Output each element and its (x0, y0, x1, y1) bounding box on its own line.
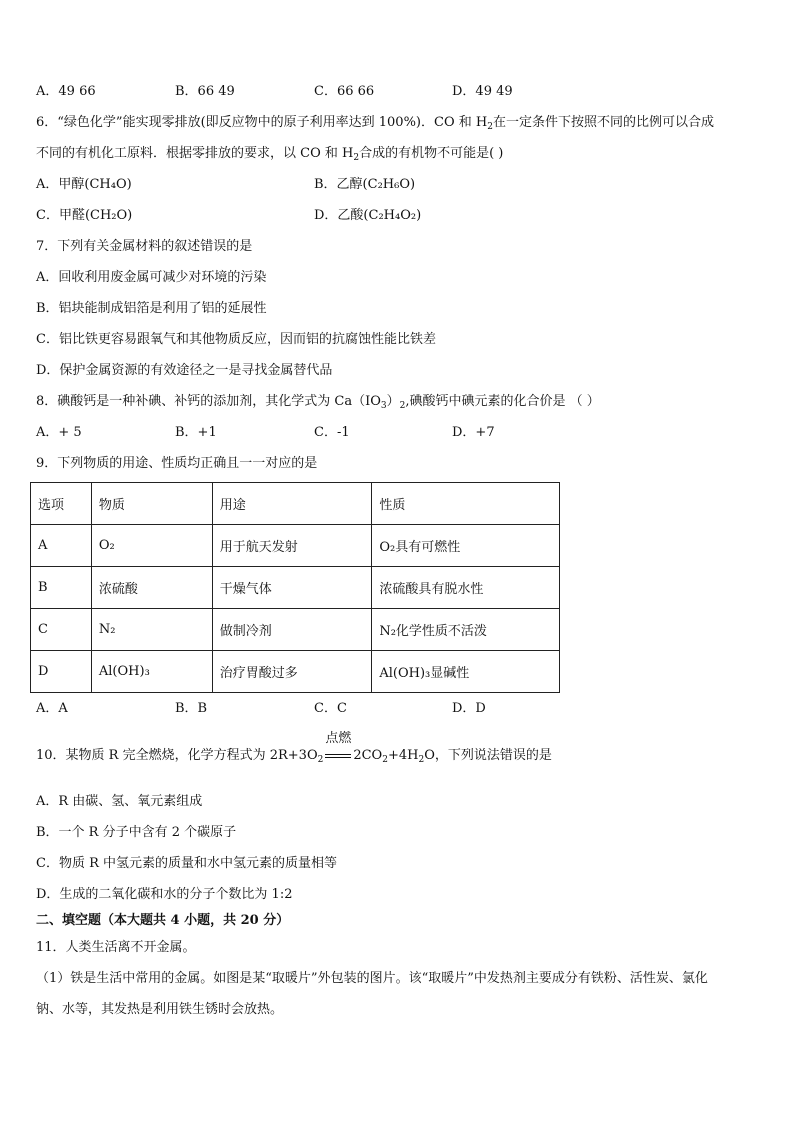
q8-option-d: D．+7 (452, 425, 495, 440)
table-cell: B (31, 567, 92, 609)
equation-equals-sign (325, 754, 351, 758)
table-cell: O₂具有可燃性 (372, 525, 560, 567)
q7-option-d: D．保护金属资源的有效途径之一是寻找金属替代品 (36, 363, 333, 378)
reaction-condition (323, 731, 353, 765)
q11-stem: 11．人类生活离不开金属。 (36, 940, 196, 955)
table-cell: 用于航天发射 (212, 525, 372, 567)
q8-option-b: B．+1 (175, 425, 217, 440)
q11-part1-line1: （1）铁是生活中常用的金属。如图是某“取暖片”外包装的图片。该“取暖片”中发热剂主要成分有铁粉、活性炭、氯化 (36, 971, 708, 986)
q5-option-a: A．49 66 (36, 84, 96, 99)
q8-stem: 8．碘酸钙是一种补碘、补钙的添加剂，其化学式为 $Ca(IO_3)_2$,碘酸钙中碘元素的化合价是 （ ） (36, 394, 600, 411)
q7-option-c: C．铝比铁更容易跟氧气和其他物质反应，因而铝的抗腐蚀性能比铁差 (36, 332, 436, 347)
q10-option-b: B．一个 R 分子中含有 2 个碳原子 (36, 825, 237, 840)
q5-option-d: D．49 49 (452, 84, 513, 99)
table-cell: D (31, 651, 92, 693)
q5-option-b: B．66 49 (175, 84, 235, 99)
q6-option-a: A．甲醇(CH₄O) (36, 177, 132, 192)
q10-stem: 10．某物质 R 完全燃烧，化学方程式为 $2R+3O_2$ 点燃 $2CO_2+4H_2O$，下列说法错误的是 (36, 731, 552, 765)
q10-option-c: C．物质 R 中氢元素的质量和水中氢元素的质量相等 (36, 856, 337, 871)
table-cell: 浓硫酸 (91, 567, 212, 609)
q8-option-a: A．+ 5 (36, 425, 82, 440)
q9-stem: 9．下列物质的用途、性质均正确且一一对应的是 (36, 456, 318, 471)
table-cell: 干燥气体 (212, 567, 372, 609)
q6-option-d: D．乙酸(C₂H₄O₂) (314, 208, 422, 223)
q6-option-b: B．乙醇(C₂H₆O) (314, 177, 416, 192)
table-row (31, 525, 560, 567)
table-cell: N₂ (91, 609, 212, 651)
q7-stem: 7．下列有关金属材料的叙述错误的是 (36, 239, 253, 254)
table-cell: O₂ (91, 525, 212, 567)
table-cell: C (31, 609, 92, 651)
q10-option-a: A．R 由碳、氢、氧元素组成 (36, 794, 203, 809)
q9-option-c: C．C (314, 701, 347, 716)
table-cell: 做制冷剂 (212, 609, 372, 651)
q11-part1-line2: 钠、水等，其发热是利用铁生锈时会放热。 (36, 1002, 284, 1017)
table-cell: A (31, 525, 92, 567)
table-row (31, 567, 560, 609)
table-row (31, 651, 560, 693)
table-header-cell: 选项 (31, 483, 92, 525)
table-cell: Al(OH)₃显碱性 (372, 651, 560, 693)
q9-option-b: B．B (175, 701, 208, 716)
q8-option-c: C．-1 (314, 425, 350, 440)
q6-stem-line1: 6．“绿色化学”能实现零排放(即反应物中的原子利用率达到 100%)．CO 和 $H_2$在一定条件下按照不同的比例可以合成 (36, 115, 714, 132)
table-header-row (31, 483, 560, 525)
q7-option-b: B．铝块能制成铝箔是利用了铝的延展性 (36, 301, 267, 316)
q10-option-d: D．生成的二氧化碳和水的分子个数比为 1:2 (36, 887, 293, 902)
q6-option-c: C．甲醛(CH₂O) (36, 208, 133, 223)
table-header-cell: 用途 (212, 483, 372, 525)
table-header-cell: 性质 (372, 483, 560, 525)
q9-table (30, 482, 560, 693)
table-cell: 治疗胃酸过多 (212, 651, 372, 693)
condition-label: 点燃 (325, 731, 352, 746)
table-cell: N₂化学性质不活泼 (372, 609, 560, 651)
table-header-cell: 物质 (91, 483, 212, 525)
q9-option-d: D．D (452, 701, 486, 716)
table-cell: Al(OH)₃ (91, 651, 212, 693)
section-heading: 二、填空题（本大题共 4 小题，共 20 分） (36, 913, 290, 928)
q9-option-a: A．A (36, 701, 68, 716)
table-row (31, 609, 560, 651)
table-cell: 浓硫酸具有脱水性 (372, 567, 560, 609)
q6-stem-line2: 不同的有机化工原料．根据零排放的要求，以 CO 和 $H_2$合成的有机物不可能是( ) (36, 146, 504, 163)
q7-option-a: A．回收利用废金属可减少对环境的污染 (36, 270, 267, 285)
q5-option-c: C．66 66 (314, 84, 375, 99)
